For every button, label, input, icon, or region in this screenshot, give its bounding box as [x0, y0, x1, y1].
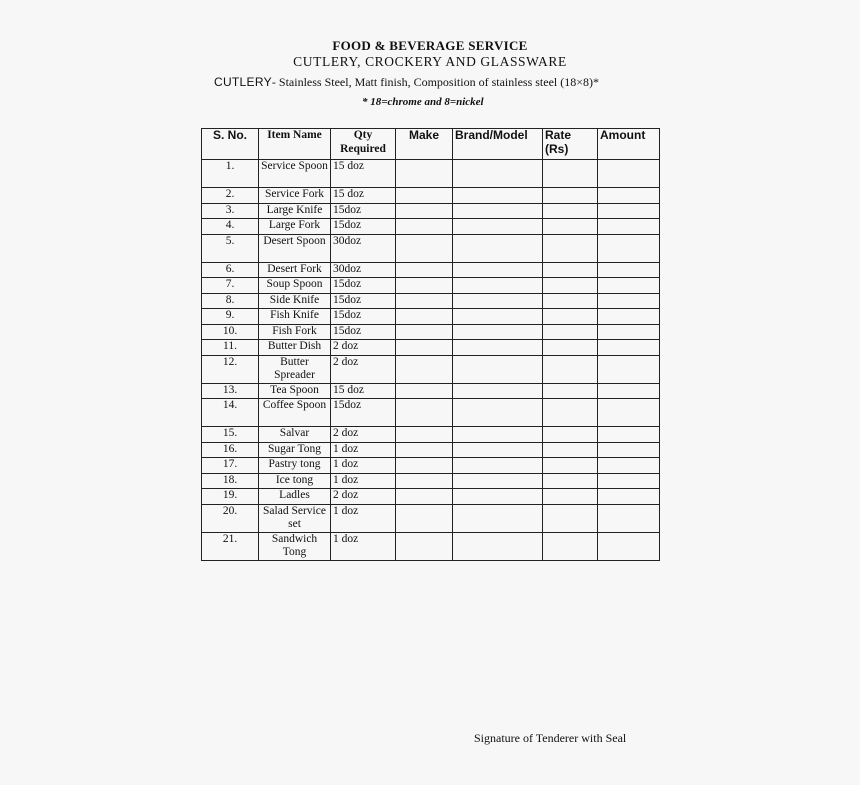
table-row [202, 219, 660, 235]
cell-rate [543, 234, 598, 262]
cell-item-name: Coffee Spoon [259, 399, 331, 427]
cell-sno: 17. [202, 458, 259, 474]
cell-brand [453, 355, 543, 383]
table-row [202, 203, 660, 219]
document-subtitle: CUTLERY, CROCKERY AND GLASSWARE [293, 54, 567, 69]
cell-amount [598, 489, 660, 505]
table-row [202, 262, 660, 278]
cell-brand [453, 203, 543, 219]
cell-sno: 21. [202, 532, 259, 560]
cell-rate [543, 309, 598, 325]
table-row [202, 160, 660, 188]
table-row [202, 355, 660, 383]
cell-item-name: Sandwich Tong [259, 532, 331, 560]
cell-amount [598, 473, 660, 489]
col-header-qty: Qty Required [331, 129, 396, 160]
cell-make [396, 278, 453, 294]
cell-amount [598, 234, 660, 262]
cell-sno: 3. [202, 203, 259, 219]
cell-qty: 2 doz [331, 427, 396, 443]
cell-item-name: Sugar Tong [259, 442, 331, 458]
cell-brand [453, 188, 543, 204]
document-title: FOOD & BEVERAGE SERVICE [332, 38, 528, 53]
cell-sno: 14. [202, 399, 259, 427]
cell-sno: 19. [202, 489, 259, 505]
cell-make [396, 340, 453, 356]
cell-item-name: Ice tong [259, 473, 331, 489]
table-body [202, 160, 660, 561]
cell-brand [453, 489, 543, 505]
cell-qty: 15 doz [331, 160, 396, 188]
cell-make [396, 219, 453, 235]
cell-qty: 15doz [331, 399, 396, 427]
cell-qty: 2 doz [331, 489, 396, 505]
cell-amount [598, 278, 660, 294]
cell-amount [598, 188, 660, 204]
cell-rate [543, 442, 598, 458]
cell-rate [543, 262, 598, 278]
cell-brand [453, 442, 543, 458]
cell-rate [543, 278, 598, 294]
cell-amount [598, 355, 660, 383]
cell-rate [543, 532, 598, 560]
cell-amount [598, 160, 660, 188]
cell-make [396, 442, 453, 458]
cell-brand [453, 458, 543, 474]
table-row [202, 383, 660, 399]
col-header-item: Item Name [259, 129, 331, 160]
cell-brand [453, 324, 543, 340]
cell-rate [543, 340, 598, 356]
cell-make [396, 293, 453, 309]
cell-sno: 1. [202, 160, 259, 188]
cell-make [396, 160, 453, 188]
cell-item-name: Soup Spoon [259, 278, 331, 294]
cell-brand [453, 340, 543, 356]
cell-item-name: Pastry tong [259, 458, 331, 474]
cell-qty: 2 doz [331, 355, 396, 383]
cell-rate [543, 383, 598, 399]
signature-line: Signature of Tenderer with Seal [474, 731, 627, 745]
cell-item-name: Large Knife [259, 203, 331, 219]
cell-amount [598, 324, 660, 340]
cell-rate [543, 324, 598, 340]
cell-rate [543, 355, 598, 383]
cell-item-name: Tea Spoon [259, 383, 331, 399]
cell-make [396, 234, 453, 262]
cell-brand [453, 309, 543, 325]
cell-qty: 15doz [331, 203, 396, 219]
cell-brand [453, 532, 543, 560]
cell-rate [543, 219, 598, 235]
cell-amount [598, 293, 660, 309]
cell-amount [598, 399, 660, 427]
cell-qty: 15doz [331, 324, 396, 340]
table-row [202, 293, 660, 309]
cell-brand [453, 473, 543, 489]
cell-item-name: Service Spoon [259, 160, 331, 188]
table-row [202, 504, 660, 532]
cell-rate [543, 188, 598, 204]
cell-qty: 1 doz [331, 458, 396, 474]
table-row [202, 340, 660, 356]
cell-make [396, 383, 453, 399]
cell-amount [598, 532, 660, 560]
cell-make [396, 458, 453, 474]
cutlery-spec-line [214, 75, 599, 90]
col-header-brand: Brand/Model [453, 129, 543, 160]
table-row [202, 188, 660, 204]
cell-brand [453, 234, 543, 262]
cell-sno: 13. [202, 383, 259, 399]
cell-rate [543, 293, 598, 309]
cell-sno: 9. [202, 309, 259, 325]
table-row [202, 324, 660, 340]
cell-amount [598, 458, 660, 474]
cell-make [396, 473, 453, 489]
table-row [202, 532, 660, 560]
cell-sno: 6. [202, 262, 259, 278]
cell-amount [598, 427, 660, 443]
cell-make [396, 262, 453, 278]
col-header-amount: Amount [598, 129, 660, 160]
cell-sno: 12. [202, 355, 259, 383]
cell-make [396, 532, 453, 560]
cell-qty: 2 doz [331, 340, 396, 356]
cell-rate [543, 399, 598, 427]
cell-qty: 30doz [331, 262, 396, 278]
cell-make [396, 203, 453, 219]
table-row [202, 278, 660, 294]
cell-sno: 16. [202, 442, 259, 458]
table-row [202, 473, 660, 489]
cell-sno: 18. [202, 473, 259, 489]
table-row [202, 489, 660, 505]
cell-qty: 1 doz [331, 532, 396, 560]
cell-item-name: Desert Fork [259, 262, 331, 278]
cell-brand [453, 278, 543, 294]
cell-sno: 8. [202, 293, 259, 309]
cell-sno: 2. [202, 188, 259, 204]
cell-qty: 1 doz [331, 504, 396, 532]
cell-sno: 11. [202, 340, 259, 356]
cell-brand [453, 262, 543, 278]
cell-rate [543, 160, 598, 188]
cell-rate [543, 458, 598, 474]
cell-rate [543, 427, 598, 443]
cell-amount [598, 442, 660, 458]
cell-sno: 20. [202, 504, 259, 532]
cell-make [396, 355, 453, 383]
cell-brand [453, 504, 543, 532]
cell-item-name: Desert Spoon [259, 234, 331, 262]
cell-qty: 1 doz [331, 473, 396, 489]
cell-item-name: Fish Knife [259, 309, 331, 325]
table-row [202, 234, 660, 262]
cell-qty: 1 doz [331, 442, 396, 458]
cell-item-name: Ladles [259, 489, 331, 505]
cell-brand [453, 399, 543, 427]
composition-note: * 18=chrome and 8=nickel [362, 96, 484, 108]
cell-brand [453, 293, 543, 309]
cell-qty: 15doz [331, 219, 396, 235]
cell-qty: 15doz [331, 293, 396, 309]
cell-item-name: Butter Spreader [259, 355, 331, 383]
cell-item-name: Service Fork [259, 188, 331, 204]
cell-brand [453, 383, 543, 399]
cell-make [396, 489, 453, 505]
cell-item-name: Salad Service set [259, 504, 331, 532]
cell-rate [543, 473, 598, 489]
cell-sno: 5. [202, 234, 259, 262]
cell-qty: 15doz [331, 309, 396, 325]
cell-brand [453, 160, 543, 188]
cell-qty: 15doz [331, 278, 396, 294]
cell-amount [598, 383, 660, 399]
cell-make [396, 324, 453, 340]
cell-sno: 15. [202, 427, 259, 443]
table-row [202, 442, 660, 458]
cell-item-name: Side Knife [259, 293, 331, 309]
cell-sno: 10. [202, 324, 259, 340]
cell-amount [598, 262, 660, 278]
table-header-row [202, 129, 660, 160]
cell-item-name: Large Fork [259, 219, 331, 235]
cell-amount [598, 340, 660, 356]
cell-amount [598, 309, 660, 325]
table-row [202, 427, 660, 443]
cell-sno: 7. [202, 278, 259, 294]
cell-qty: 15 doz [331, 188, 396, 204]
cell-make [396, 188, 453, 204]
cell-rate [543, 489, 598, 505]
cell-make [396, 427, 453, 443]
cutlery-label: CUTLERY [214, 75, 272, 89]
cell-brand [453, 427, 543, 443]
cell-rate [543, 504, 598, 532]
col-header-sno: S. No. [202, 129, 259, 160]
cell-qty: 30doz [331, 234, 396, 262]
cell-item-name: Salvar [259, 427, 331, 443]
cell-amount [598, 504, 660, 532]
cell-make [396, 309, 453, 325]
cell-make [396, 399, 453, 427]
cell-item-name: Butter Dish [259, 340, 331, 356]
col-header-make: Make [396, 129, 453, 160]
cell-qty: 15 doz [331, 383, 396, 399]
table-row [202, 399, 660, 427]
cell-item-name: Fish Fork [259, 324, 331, 340]
cell-amount [598, 203, 660, 219]
table-row [202, 309, 660, 325]
cell-amount [598, 219, 660, 235]
cell-make [396, 504, 453, 532]
col-header-rate: Rate (Rs) [543, 129, 598, 160]
cell-brand [453, 219, 543, 235]
cell-rate [543, 203, 598, 219]
table-row [202, 458, 660, 474]
cutlery-description: - Stainless Steel, Matt finish, Composition of stainless steel (18×8)* [271, 75, 599, 89]
tender-table [201, 128, 660, 561]
cell-sno: 4. [202, 219, 259, 235]
